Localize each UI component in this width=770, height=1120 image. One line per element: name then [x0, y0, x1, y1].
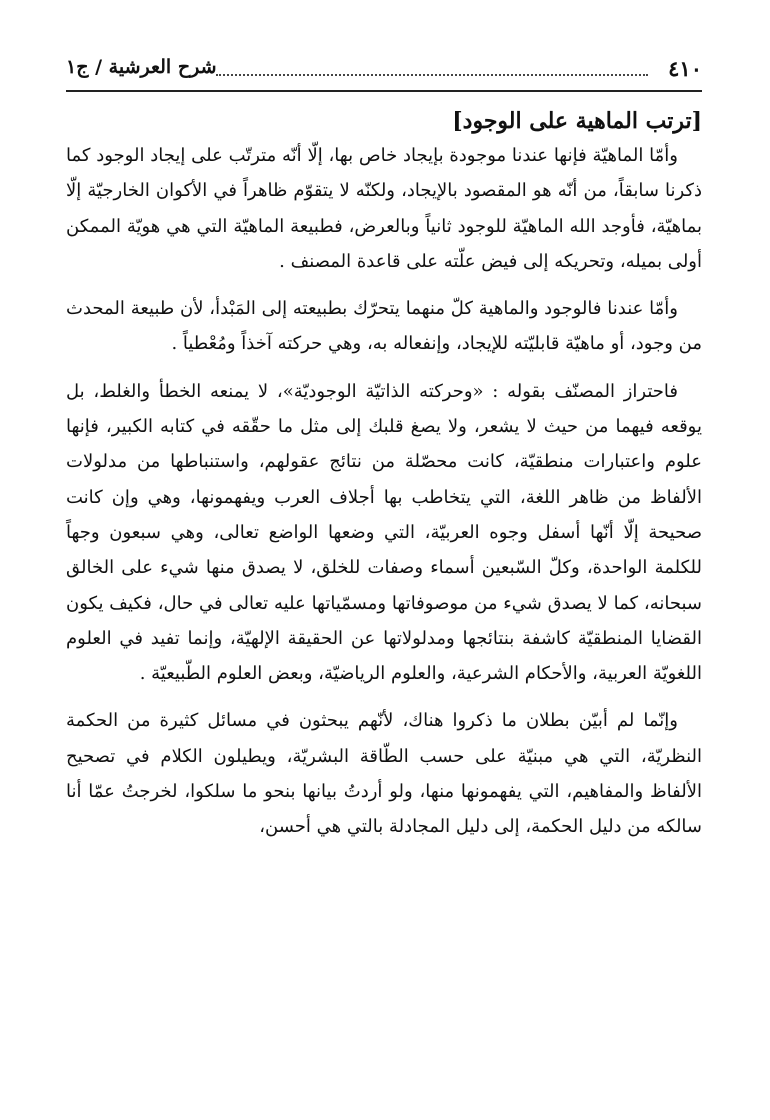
paragraph-1: وأمّا الماهيّة فإنها عندنا موجودة بإيجاد خاص بها، إلّا أنّه مترتّب على إيجاد الوجود كما ذكرنا سابقاً، من أنّه هو المقصود بالإيجاد، ولكنّه لا يتقوّم ظاهراً في الأكوان الخارجيّة إلّا بماهيّة، فأوجد الله الماهيّة للوجود ثانياً وبالعرض، فطبيعة الماهيّة التي هي هويّة الممكن أولى بميله، وتحريكه إلى فيض علّته على قاعدة المصنف .: [66, 145, 702, 272]
paragraph-4: وإنّما لم أبيّن بطلان ما ذكروا هناك، لأنّهم يبحثون في مسائل كثيرة من الحكمة النظريّة، التي هي مبنيّة على حسب الطّاقة البشريّة، ويطيلون الكلام في تصحيح الألفاظ والمفاهيم، التي يفهمونها منها، ولو أردتُ بيانها بنحو ما سلكوا، لخرجتُ عمّا أنا سالكه من دليل الحكمة، إلى دليل المجادلة بالتي هي أحسن،: [66, 710, 702, 838]
book-title: شرح العرشية / ج١: [66, 56, 217, 78]
header-dot-leader: [216, 74, 648, 76]
paragraph-3: فاحتراز المصنّف بقوله : «وحركته الذاتيّة الوجوديّة»، لا يمنعه الخطأ والغلط، بل يوقعه فيهما من حيث لا يشعر، ولا يصغ قلبك إلى مثل ما حقّقه في كتابه الكبير، فإنها علوم واعتبارات منطقيّة، كانت محصّلة من نتائج عقولهم، واستنباطها من مدلولات الألفاظ من ظاهر اللغة، التي يتخاطب بها أجلاف العرب ويفهمونها، وهي وإن كانت صحيحة إلّا أنّها أسفل وجوه العربيّة، التي وضعها الواضع تعالى، وهي سبعون وجهاً للكلمة الواحدة، وكلّ السّبعين أسماء وصفات للخلق، لا يصدق منها شيء على الخالق سبحانه، كما لا يصدق شيء من موصوفاتها ومسمّياتها عليه تعالى في حال، فكيف يكون القضايا المنطقيّة كاشفة بنتائجها ومدلولاتها عن الحقيقة الإلهيّة، وإنما تفيد في العلوم اللغويّة العربية، والأحكام الشرعية، والعلوم الرياضيّة، وبعض العلوم الطّبيعيّة .: [66, 380, 702, 685]
running-header: [66, 50, 702, 92]
paragraph-2: وأمّا عندنا فالوجود والماهية كلّ منهما يتحرّك بطبيعته إلى المَبْدأ، لأن طبيعة المحدث من وجود، أو ماهيّة قابليّته للإيجاد، وإنفعاله به، وهي حركته آخذاً ومُعْطياً .: [66, 298, 702, 355]
page-number: ٤١٠: [668, 56, 702, 81]
book-page: [66, 50, 702, 1090]
section-heading: [ترتب الماهية على الوجود]: [452, 108, 702, 134]
